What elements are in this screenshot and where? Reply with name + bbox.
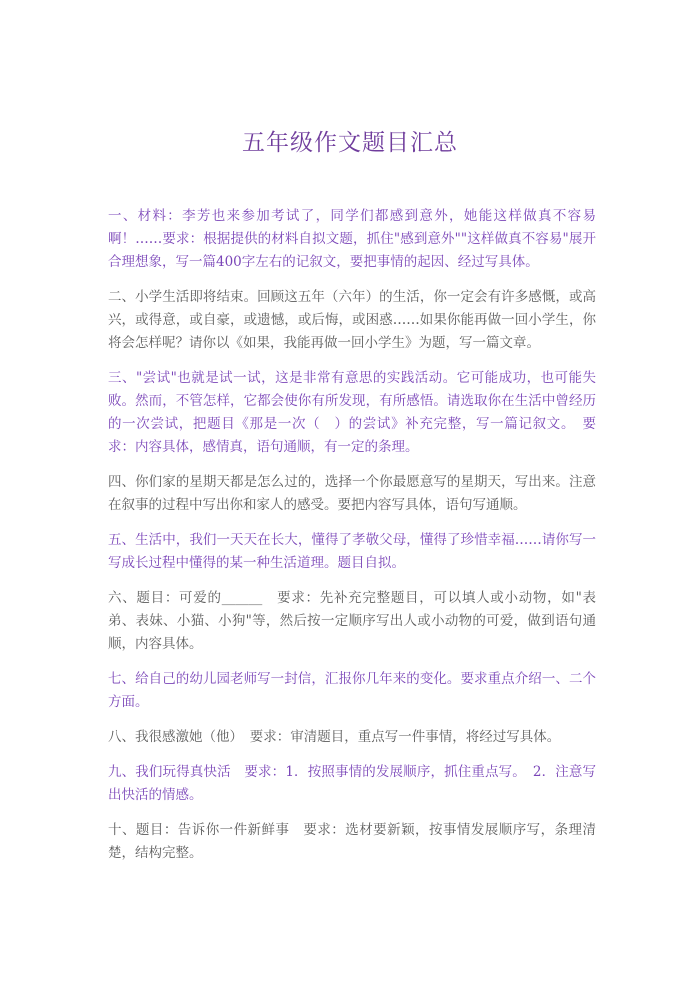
topic-item-8: 八、我很感激她（他） 要求：审清题目，重点写一件事情，将经过写具体。 bbox=[108, 729, 561, 745]
topic-item-10: 十、题目：告诉你一件新鲜事 要求：选材要新颖，按事情发展顺序写，条理清楚，结构完整。 bbox=[108, 822, 596, 861]
document-title: 五年级作文题目汇总 bbox=[242, 130, 458, 156]
topic-item-9: 九、我们玩得真快活 要求：1．按照事情的发展顺序，抓住重点写。 2．注意写出快活的情感。 bbox=[108, 764, 596, 803]
topic-item-3: 三、"尝试"也就是试一试，这是非常有意思的实践活动。它可能成功，也可能失败。然而，不管怎样，它都会使你有所发现，有所感悟。请选取你在生活中曾经历的一次尝试，把题目《那是一次（ ）的尝试》补充完整，写一篇记叙文。 要求：内容具体，感情真，语句通顺，有一定的条理。 bbox=[108, 370, 596, 455]
topic-item-5: 五、生活中，我们一天天在长大，懂得了孝敬父母，懂得了珍惜幸福……请你写一写成长过程中懂得的某一种生活道理。题目自拟。 bbox=[108, 532, 596, 571]
essay-topic-list bbox=[108, 205, 596, 877]
topic-item-2: 二、小学生活即将结束。回顾这五年（六年）的生活，你一定会有许多感慨，或高兴，或得意，或自豪，或遗憾，或后悔，或困惑……如果你能再做一回小学生，你将会怎样呢？请你以《如果，我能再做一回小学生》为题，写一篇文章。 bbox=[108, 289, 596, 351]
topic-item-4: 四、你们家的星期天都是怎么过的，选择一个你最愿意写的星期天，写出来。注意在叙事的过程中写出你和家人的感受。要把内容写具体，语句写通顺。 bbox=[108, 474, 596, 513]
topic-item-6: 六、题目：可爱的______ 要求：先补充完整题目，可以填人或小动物，如"表弟、表妹、小猫、小狗"等，然后按一定顺序写出人或小动物的可爱，做到语句通顺，内容具体。 bbox=[108, 590, 596, 652]
topic-item-1: 一、材料：李芳也来参加考试了，同学们都感到意外，她能这样做真不容易啊！……要求：根据提供的材料自拟文题，抓住"感到意外""这样做真不容易"展开合理想象，写一篇400字左右的记叙文，要把事情的起因、经过写具体。 bbox=[108, 208, 596, 270]
topic-item-7: 七、给自己的幼儿园老师写一封信，汇报你几年来的变化。要求重点介绍一、二个方面。 bbox=[108, 671, 596, 710]
